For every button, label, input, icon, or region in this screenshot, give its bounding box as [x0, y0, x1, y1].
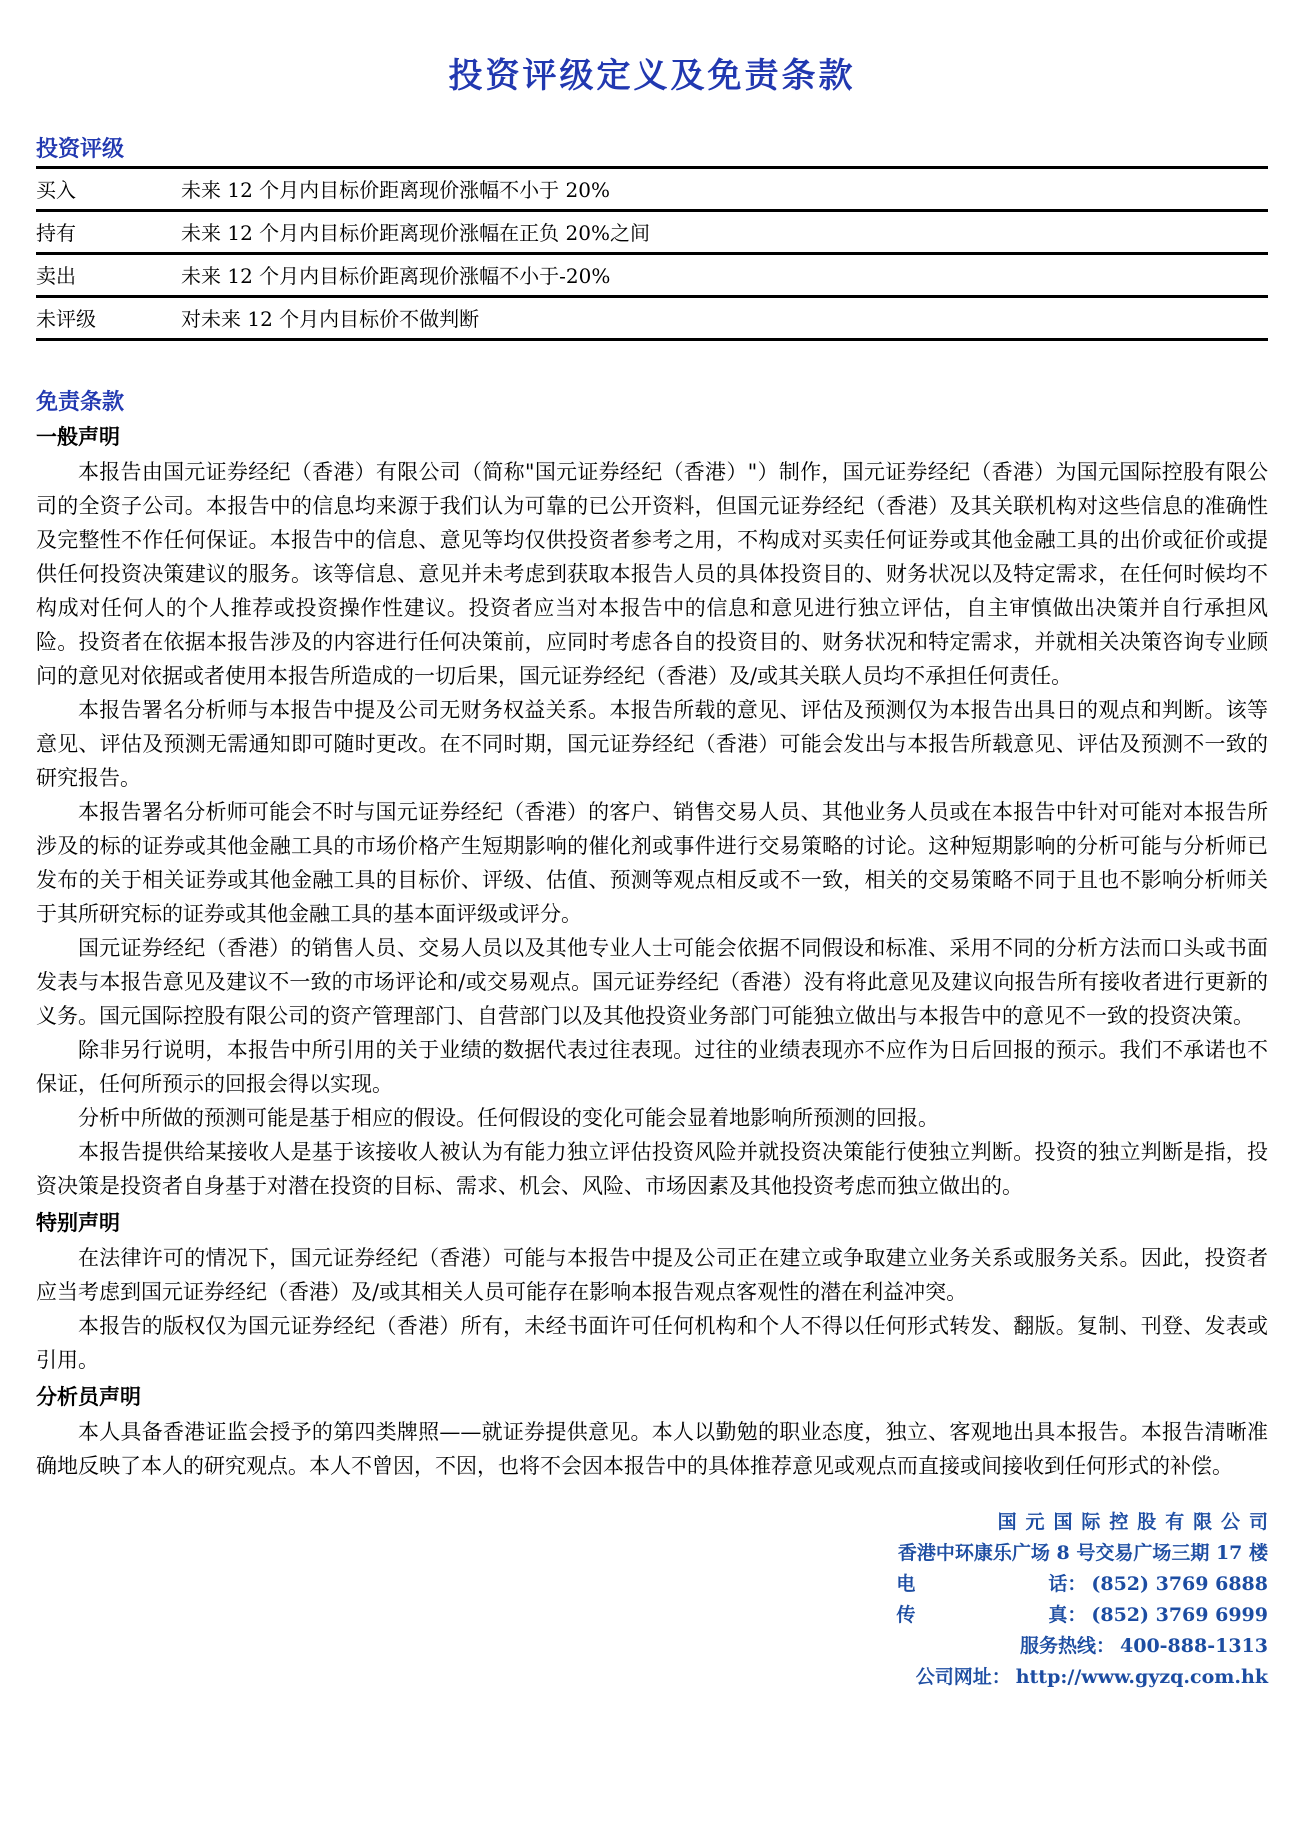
contact-line: [36, 1662, 1268, 1693]
disclaimer-paragraph: 本报告署名分析师与本报告中提及公司无财务权益关系。本报告所载的意见、评估及预测仅为本报告出具日的观点和判断。该等意见、评估及预测无需通知即可随时更改。在不同时期，国元证券经纪（香港）可能会发出与本报告所载意见、评估及预测不一致的研究报告。: [36, 698, 1268, 790]
rating-row: [36, 211, 1268, 254]
contact-label: 公司网址：: [915, 1666, 1011, 1688]
disclaimer-heading: 免责条款: [36, 389, 125, 415]
rating-definition: 对未来 12 个月内目标价不做判断: [181, 297, 1268, 340]
subsection-heading: 分析员声明: [36, 1384, 141, 1409]
disclaimer-paragraph: 本报告署名分析师可能会不时与国元证券经纪（香港）的客户、销售交易人员、其他业务人员或在本报告中针对可能对本报告所涉及的标的证券或其他金融工具的市场价格产生短期影响的催化剂或事件进行交易策略的讨论。这种短期影响的分析可能与分析师已发布的关于相关证券或其他金融工具的目标价、评级、估值、预测等观点相反或不一致，相关的交易策略不同于且也不影响分析师关于其所研究标的证券或其他金融工具的基本面评级或评分。: [36, 800, 1268, 926]
rating-row: [36, 297, 1268, 340]
contact-line: [36, 1569, 1268, 1600]
rating-table: [36, 166, 1268, 341]
disclaimer-paragraph: 国元证券经纪（香港）的销售人员、交易人员以及其他专业人士可能会依据不同假设和标准、采用不同的分析方法而口头或书面发表与本报告意见及建议不一致的市场评论和/或交易观点。国元证券经纪（香港）没有将此意见及建议向报告所有接收者进行更新的义务。国元国际控股有限公司的资产管理部门、自营部门以及其他投资业务部门可能独立做出与本报告中的意见不一致的投资决策。: [36, 936, 1268, 1028]
disclaimer-paragraph: 本报告的版权仅为国元证券经纪（香港）所有，未经书面许可任何机构和个人不得以任何形式转发、翻版。复制、刊登、发表或引用。: [36, 1314, 1268, 1372]
rating-label: 卖出: [36, 254, 181, 297]
rating-definition: 未来 12 个月内目标价距离现价涨幅在正负 20%之间: [181, 211, 1268, 254]
rating-label: 未评级: [36, 297, 181, 340]
disclaimer-paragraph: 本报告由国元证券经纪（香港）有限公司（简称"国元证券经纪（香港）"）制作，国元证券经纪（香港）为国元国际控股有限公司的全资子公司。本报告中的信息均来源于我们认为可靠的已公开资料，但国元证券经纪（香港）及其关联机构对这些信息的准确性及完整性不作任何保证。本报告中的信息、意见等均仅供投资者参考之用，不构成对买卖任何证券或其他金融工具的出价或征价或提供任何投资决策建议的服务。该等信息、意见并未考虑到获取本报告人员的具体投资目的、财务状况以及特定需求，在任何时候均不构成对任何人的个人推荐或投资操作性建议。投资者应当对本报告中的信息和意见进行独立评估，自主审慎做出决策并自行承担风险。投资者在依据本报告涉及的内容进行任何决策前，应同时考虑各自的投资目的、财务状况和特定需求，并就相关决策咨询专业顾问的意见对依据或者使用本报告所造成的一切后果，国元证券经纪（香港）及/或其关联人员均不承担任何责任。: [36, 460, 1268, 688]
rating-section-heading: 投资评级: [36, 136, 125, 162]
rating-definition: 未来 12 个月内目标价距离现价涨幅不小于-20%: [181, 254, 1268, 297]
company-address: 香港中环康乐广场 8 号交易广场三期 17 楼: [897, 1542, 1268, 1564]
disclaimer-paragraph: 除非另行说明，本报告中所引用的关于业绩的数据代表过往表现。过往的业绩表现亦不应作为日后回报的预示。我们不承诺也不保证，任何所预示的回报会得以实现。: [36, 1038, 1268, 1096]
disclaimer-paragraph: 在法律许可的情况下，国元证券经纪（香港）可能与本报告中提及公司正在建立或争取建立业务关系或服务关系。因此，投资者应当考虑到国元证券经纪（香港）及/或其相关人员可能存在影响本报告观点客观性的潜在利益冲突。: [36, 1246, 1268, 1304]
subsection-heading: 一般声明: [36, 424, 120, 449]
page-title: 投资评级定义及免责条款: [448, 56, 856, 96]
rating-definition: 未来 12 个月内目标价距离现价涨幅不小于 20%: [181, 168, 1268, 211]
subsection-heading: 特别声明: [36, 1210, 120, 1235]
disclaimer-section: [36, 387, 1268, 1483]
rating-label: 持有: [36, 211, 181, 254]
contact-line: [36, 1600, 1268, 1631]
contact-value: (852) 3769 6999: [1091, 1604, 1268, 1626]
company-name: 国元国际控股有限公司: [997, 1511, 1277, 1533]
rating-row: [36, 254, 1268, 297]
contact-label: 服务热线：: [1020, 1635, 1116, 1657]
company-website-link[interactable]: http://www.gyzq.com.hk: [1015, 1666, 1268, 1688]
disclaimer-paragraph: 本人具备香港证监会授予的第四类牌照——就证券提供意见。本人以勤勉的职业态度，独立、客观地出具本报告。本报告清晰准确地反映了本人的研究观点。本人不曾因，不因，也将不会因本报告中的具体推荐意见或观点而直接或间接收到任何形式的补偿。: [36, 1420, 1268, 1478]
rating-label: 买入: [36, 168, 181, 211]
disclaimer-paragraph: 分析中所做的预测可能是基于相应的假设。任何假设的变化可能会显着地影响所预测的回报。: [78, 1106, 939, 1130]
contact-label: 电 话：: [896, 1573, 1087, 1595]
company-footer: [36, 1507, 1277, 1693]
contact-line: [36, 1631, 1268, 1662]
rating-section: [36, 134, 1268, 341]
contact-value: (852) 3769 6888: [1091, 1573, 1268, 1595]
contact-label: 传 真：: [896, 1604, 1087, 1626]
disclaimer-paragraph: 本报告提供给某接收人是基于该接收人被认为有能力独立评估投资风险并就投资决策能行使独立判断。投资的独立判断是指，投资决策是投资者自身基于对潜在投资的目标、需求、机会、风险、市场因素及其他投资考虑而独立做出的。: [36, 1140, 1268, 1198]
rating-row: [36, 168, 1268, 211]
contact-value: 400-888-1313: [1120, 1635, 1268, 1657]
